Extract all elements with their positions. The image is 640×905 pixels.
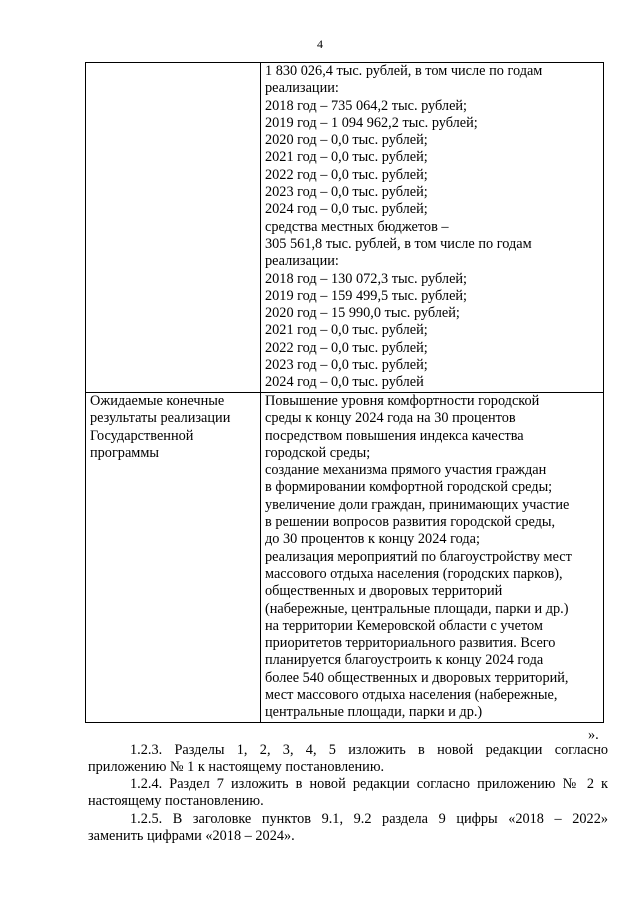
table-cell-funding-text <box>261 63 604 393</box>
table-text-line: 1 830 026,4 тыс. рублей, в том числе по годам <box>265 63 543 79</box>
table-text-line: 2022 год – 0,0 тыс. рублей; <box>265 166 428 183</box>
table-text-line: 2018 год – 735 064,2 тыс. рублей; <box>265 97 468 114</box>
table-text-line: в решении вопросов развития городской среды, <box>265 514 556 531</box>
table-text-line: 2020 год – 15 990,0 тыс. рублей; <box>265 305 460 322</box>
table-cell-expected-results-text <box>261 393 604 723</box>
paragraph-line: приложению № 1 к настоящему постановлению. <box>88 759 385 776</box>
closing-quote: ». <box>588 727 599 743</box>
table-text-line: центральные площади, парки и др.) <box>265 704 483 721</box>
table-text-line: в формировании комфортной городской среды; <box>265 479 553 496</box>
paragraph-line: заменить цифрами «2018 – 2024». <box>88 828 295 845</box>
table-text-line: 2018 год – 130 072,3 тыс. рублей; <box>265 270 468 287</box>
table-text-line: средства местных бюджетов – <box>265 218 449 235</box>
table-text-line: планируется благоустроить к концу 2024 года <box>265 652 544 669</box>
paragraph-1-2-4 <box>88 776 608 810</box>
table-text-line: (набережные, центральные площади, парки и др.) <box>265 600 569 617</box>
table-text-line: 2021 год – 0,0 тыс. рублей; <box>265 322 428 339</box>
paragraph-1-2-5 <box>88 811 608 845</box>
paragraph-line: 1.2.3. Разделы 1, 2, 3, 4, 5 изложить в новой редакции согласно <box>130 742 608 758</box>
table-text-line: 2022 год – 0,0 тыс. рублей; <box>265 339 428 356</box>
table-text-line: городской среды; <box>265 444 371 461</box>
table-text-line: общественных и дворовых территорий <box>265 583 503 600</box>
table-text-line: 2023 год – 0,0 тыс. рублей; <box>265 357 428 374</box>
table-text-line: Повышение уровня комфортности городской <box>265 393 540 409</box>
table-text-line: 2019 год – 159 499,5 тыс. рублей; <box>265 287 468 304</box>
page-number: 4 <box>317 37 323 51</box>
table-text-line: среды к концу 2024 года на 30 процентов <box>265 410 516 427</box>
table-cell-expected-results-label <box>86 393 261 723</box>
passport-table <box>85 62 604 723</box>
paragraph-1-2-3 <box>88 742 608 776</box>
table-text-line: реализации: <box>265 80 339 97</box>
paragraph-line: 1.2.4. Раздел 7 изложить в новой редакции согласно приложению № 2 к <box>130 776 608 792</box>
table-text-line: Ожидаемые конечные <box>90 393 225 409</box>
table-text-line: результаты реализации <box>90 410 231 427</box>
table-text-line: Государственной <box>90 427 194 444</box>
table-row-funding <box>86 63 604 393</box>
table-text-line: 2023 год – 0,0 тыс. рублей; <box>265 184 428 201</box>
table-text-line: приоритетов территориального развития. Всего <box>265 635 556 652</box>
table-text-line: 305 561,8 тыс. рублей, в том числе по годам <box>265 235 532 252</box>
table-text-line: увеличение доли граждан, принимающих участие <box>265 496 570 513</box>
table-text-line: реализация мероприятий по благоустройству мест <box>265 548 572 565</box>
table-text-line: 2024 год – 0,0 тыс. рублей <box>265 374 424 391</box>
paragraph-line: настоящему постановлению. <box>88 793 264 810</box>
table-text-line: программы <box>90 444 160 461</box>
table-text-line: реализации: <box>265 253 339 270</box>
table-text-line: 2021 год – 0,0 тыс. рублей; <box>265 149 428 166</box>
table-text-line: на территории Кемеровской области с учетом <box>265 617 543 634</box>
table-text-line: создание механизма прямого участия граждан <box>265 462 547 479</box>
table-text-line: 2020 год – 0,0 тыс. рублей; <box>265 132 428 149</box>
table-row-expected-results <box>86 393 604 723</box>
table-text-line: более 540 общественных и дворовых территорий, <box>265 669 569 686</box>
table-text-line: массового отдыха населения (городских парков), <box>265 565 563 582</box>
table-text-line: посредством повышения индекса качества <box>265 427 524 444</box>
table-text-line: 2024 год – 0,0 тыс. рублей; <box>265 201 428 218</box>
table-text-line: до 30 процентов к концу 2024 года; <box>265 531 480 548</box>
table-text-line: мест массового отдыха населения (набережные, <box>265 687 558 704</box>
table-text-line: 2019 год – 1 094 962,2 тыс. рублей; <box>265 114 478 131</box>
paragraph-line: 1.2.5. В заголовке пунктов 9.1, 9.2 раздела 9 цифры «2018 – 2022» <box>130 811 608 827</box>
table-cell-label-empty <box>86 63 261 393</box>
